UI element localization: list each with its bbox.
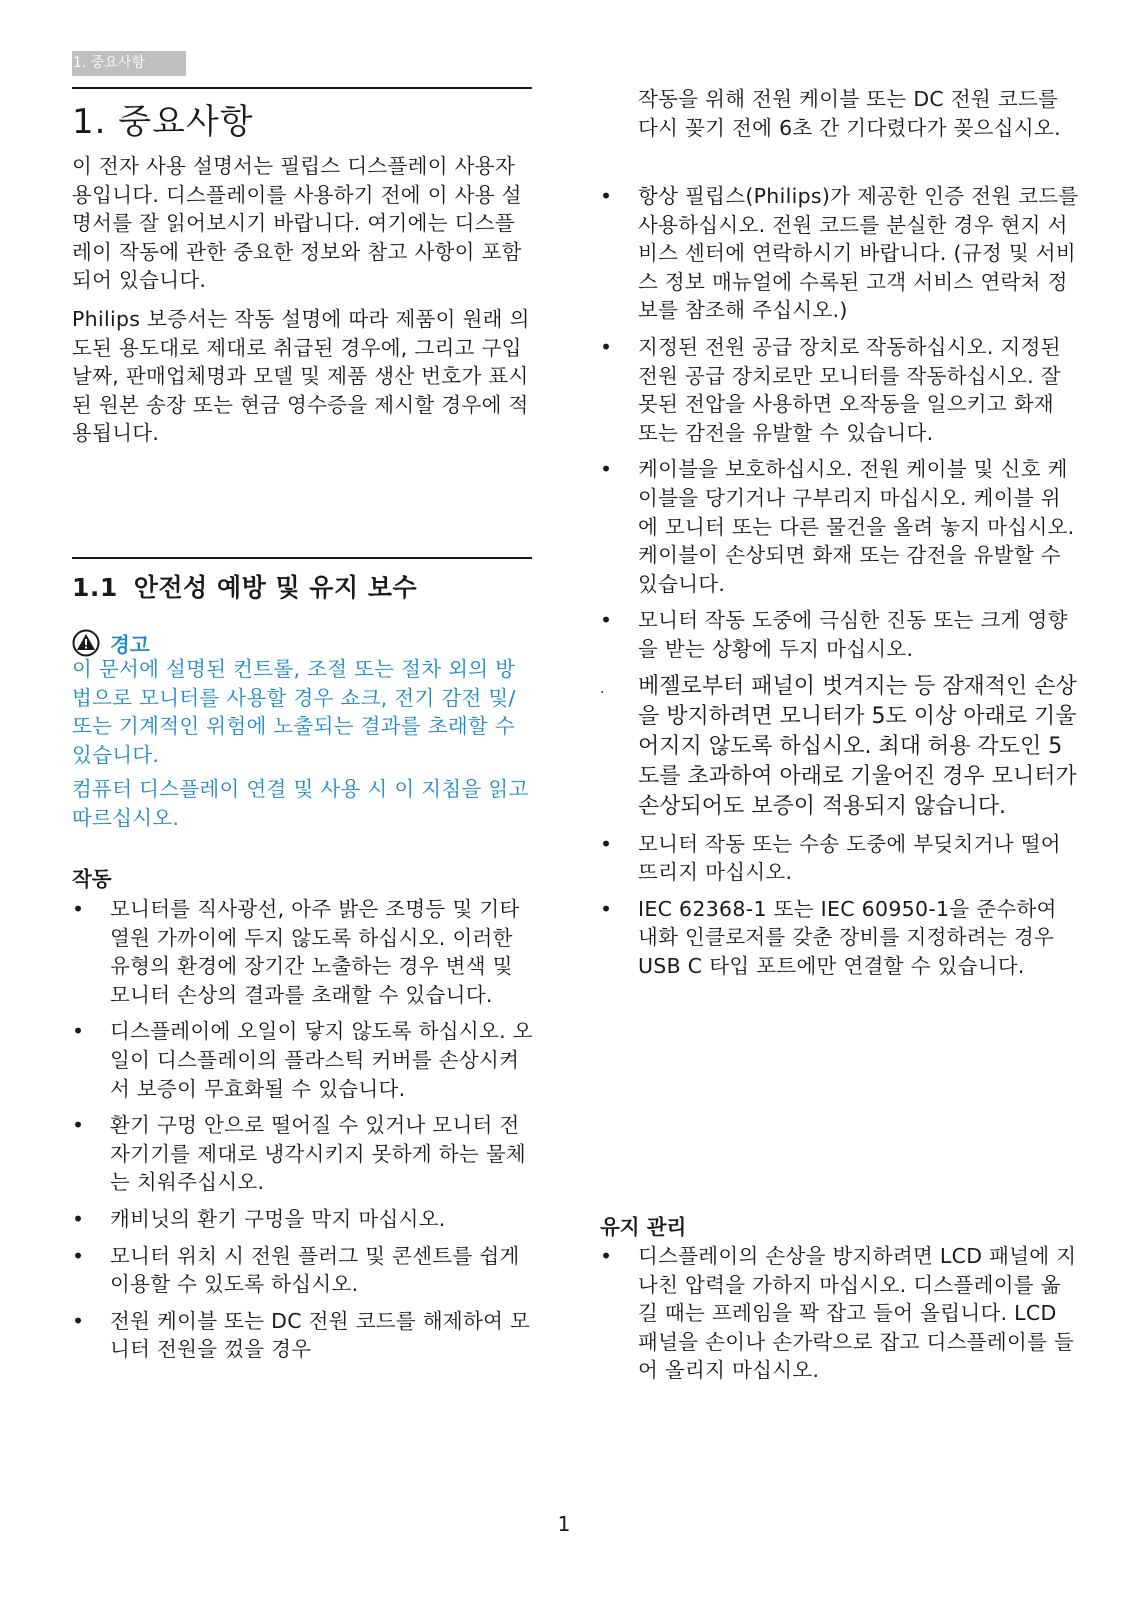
list-item: [600, 455, 1080, 598]
bullet: •: [72, 897, 85, 921]
list-item-text: 지정된 전원 공급 장치로 작동하십시오. 지정된 전원 공급 장치로만 모니터를 작동하십시오. 잘못된 전압을 사용하면 오작동을 일으키고 화재 또는 감전을 유발할 수 있습니다.: [638, 334, 1061, 445]
list-item-text: 모니터 작동 도중에 극심한 진동 또는 크게 영향을 받는 상황에 두지 마십시오.: [638, 608, 1068, 661]
operation-list: [72, 895, 534, 1372]
list-item-text: 환기 구멍 안으로 떨어질 수 있거나 모니터 전자기기를 제대로 냉각시키지 못하게 하는 물체는 치워주십시오.: [110, 1113, 527, 1195]
intro-paragraph: 이 전자 사용 설명서는 필립스 디스플레이 사용자용입니다. 디스플레이를 사용하기 전에 이 사용 설명서를 잘 읽어보시기 바랍니다. 여기에는 디스플레이 작동에 관한 중요한 정보와 참고 사항이 포함되어 있습니다.: [72, 154, 522, 293]
bullet: •: [600, 831, 613, 856]
title-rule: [72, 87, 532, 89]
list-item: [600, 333, 1080, 447]
bullet: •: [600, 1244, 613, 1268]
list-item: [600, 182, 1080, 325]
bullet: •: [72, 1113, 85, 1138]
intro-text: [72, 152, 532, 458]
list-item: [600, 606, 1080, 663]
section-header-tab: [72, 51, 186, 76]
bullet: •: [72, 1019, 85, 1044]
warning-body: [72, 655, 532, 839]
warning-title: 경고: [110, 633, 150, 657]
page-number: 1: [557, 1512, 571, 1536]
list-item: [72, 1017, 534, 1103]
list-item: [600, 672, 1080, 822]
list-item-text: 모니터를 직사광선, 아주 밝은 조명등 및 기타 열원 가까이에 두지 않도록 하십시오. 이러한 유형의 환경에 장기간 노출하는 경우 변색 및 모니터 손상의 결과를 초래할 수 있습니다.: [110, 897, 520, 1007]
list-item-text: 케이블을 보호하십시오. 전원 케이블 및 신호 케이블을 당기거나 구부리지 마십시오. 케이블 위에 모니터 또는 다른 물건을 올려 놓지 마십시오. 케이블이 손상되면 화재 또는 감전을 유발할 수 있습니다.: [638, 457, 1075, 596]
section-heading: [72, 568, 417, 604]
list-item: [72, 1111, 534, 1197]
page-title: 1. 중요사항: [72, 102, 254, 142]
list-item-text: 디스플레이의 손상을 방지하려면 LCD 패널에 지나친 압력을 가하지 마십시오. 디스플레이를 옮길 때는 프레임을 꽉 잡고 들어 올립니다. LCD 패널을 손이나 손가락으로 잡고 디스플레이를 들어 올리지 마십시오.: [638, 1244, 1077, 1383]
warning-paragraph: 컴퓨터 디스플레이 연결 및 사용 시 이 지침을 읽고 따르십시오.: [72, 777, 529, 830]
list-item-text: 캐비닛의 환기 구멍을 막지 마십시오.: [110, 1206, 446, 1231]
list-item-text: 전원 케이블 또는 DC 전원 코드를 해제하여 모니터 전원을 껐을 경우: [110, 1308, 531, 1362]
section-title: 안전성 예방 및 유지 보수: [133, 573, 418, 602]
list-item-text: 모니터 위치 시 전원 플러그 및 콘센트를 쉽게 이용할 수 있도록 하십시오.: [110, 1243, 520, 1297]
section-number: 1.1: [72, 573, 118, 602]
warning-heading: [72, 628, 150, 658]
continued-item-text: 작동을 위해 전원 케이블 또는 DC 전원 코드를 다시 꽂기 전에 6초 간 기다렸다가 꽂으십시오.: [638, 87, 1061, 140]
section-header-label: 1. 중요사항: [73, 55, 145, 71]
list-item: [72, 1307, 534, 1364]
bullet: •: [600, 184, 613, 208]
warning-icon: [72, 629, 100, 657]
bullet: •: [600, 896, 613, 921]
operation-list-continued: [600, 182, 1080, 988]
bullet: •: [72, 1206, 85, 1231]
continued-item: [600, 85, 1075, 142]
list-item-text: IEC 62368-1 또는 IEC 60950-1을 준수하여 내화 인클로저를 갖춘 장비를 지정하려는 경우 USB C 타입 포트에만 연결할 수 있습니다.: [638, 896, 1057, 978]
list-item: [72, 895, 534, 1009]
intro-paragraph: Philips 보증서는 작동 설명에 따라 제품이 원래 의도된 용도대로 제대로 취급된 경우에, 그리고 구입 날짜, 판매업체명과 모델 및 제품 생산 번호가 표시된 원본 송장 또는 현금 영수증을 제시할 경우에 적용됩니다.: [72, 306, 530, 446]
bullet: •: [600, 334, 613, 359]
maintenance-list: [600, 1242, 1080, 1393]
list-item-text: 베젤로부터 패널이 벗겨지는 등 잠재적인 손상을 방지하려면 모니터가 5도 이상 아래로 기울어지지 않도록 하십시오. 최대 허용 각도인 5도를 초과하여 아래로 기울어진 경우 모니터가 손상되어도 보증이 적용되지 않습니다.: [638, 673, 1077, 819]
list-item-text: 항상 필립스(Philips)가 제공한 인증 전원 코드를 사용하십시오. 전원 코드를 분실한 경우 현지 서비스 센터에 연락하시기 바랍니다. (규정 및 서비스 정보 매뉴얼에 수록된 고객 서비스 연락처 정보를 참조해 주십시오.): [638, 184, 1079, 323]
list-item: [600, 895, 1080, 981]
bullet: •: [600, 608, 613, 633]
list-item: [72, 1205, 534, 1234]
list-item: [600, 1242, 1080, 1385]
list-item-text: 디스플레이에 오일이 닿지 않도록 하십시오. 오일이 디스플레이의 플라스틱 커버를 손상시켜서 보증이 무효화될 수 있습니다.: [110, 1019, 533, 1101]
operation-heading: 작동: [72, 867, 112, 891]
list-item: [72, 1242, 534, 1299]
warning-paragraph: 이 문서에 설명된 컨트롤, 조절 또는 절차 외의 방법으로 모니터를 사용할 경우 쇼크, 전기 감전 및/또는 기계적인 위험에 노출되는 결과를 초래할 수 있습니다.: [72, 657, 516, 767]
section-rule: [72, 557, 532, 559]
list-item: [600, 830, 1080, 887]
bullet: •: [600, 457, 613, 482]
list-item-text: 모니터 작동 또는 수송 도중에 부딪치거나 떨어뜨리지 마십시오.: [638, 831, 1061, 885]
bullet: ·: [600, 684, 605, 701]
maintenance-heading: 유지 관리: [600, 1215, 687, 1239]
bullet: •: [72, 1243, 85, 1268]
bullet: •: [72, 1308, 85, 1333]
